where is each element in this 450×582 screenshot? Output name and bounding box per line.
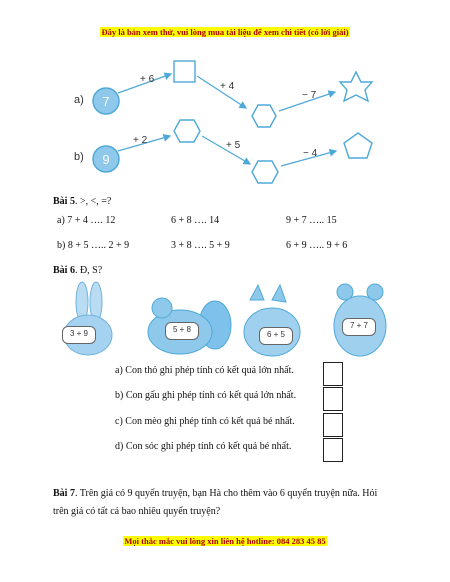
bai5-b3: 6 + 9 ….. 9 + 6 — [286, 240, 348, 251]
row-b-op-1: + 2 — [133, 135, 148, 146]
bai5-b1: b) 8 + 5 ….. 2 + 9 — [57, 240, 130, 251]
answer-box-a[interactable] — [323, 362, 343, 386]
row-a-op-1: + 6 — [140, 74, 155, 85]
bai5-a2: 6 + 8 …. 14 — [171, 215, 220, 226]
rabbit-expr-card — [62, 326, 96, 344]
row-a-op-3: − 7 — [302, 90, 317, 101]
cat-expr: 6 + 5 — [266, 330, 285, 339]
row-a-hexagon — [252, 105, 276, 127]
bai5-b2: 3 + 8 …. 5 + 9 — [171, 240, 230, 251]
bai6-statement-a: a) Con thỏ ghi phép tính có kết quả lớn nhất. — [115, 365, 294, 376]
row-a-star — [340, 72, 372, 101]
answer-box-c[interactable] — [323, 413, 343, 437]
rabbit-expr: 3 + 9 — [69, 329, 88, 338]
bai7-text-line2: trên giá có tất cả bao nhiêu quyển truyện? — [53, 506, 221, 517]
row-a-op-2: + 4 — [220, 81, 235, 92]
header-notice: Đây là bản xem thử, vui lòng mua tài liệu để xem chi tiết (có lời giải) — [101, 27, 349, 37]
row-a-start-value: 7 — [102, 94, 110, 109]
cat-image — [244, 285, 300, 356]
bear-expr-card — [342, 318, 376, 336]
squirrel-expr: 5 + 8 — [172, 325, 191, 334]
number-chain-diagram — [0, 0, 450, 200]
bear-expr: 7 + 7 — [349, 321, 368, 330]
bai5-a1: a) 7 + 4 …. 12 — [57, 215, 116, 226]
bai7-text-line1: Bài 7. Trên giá có 9 quyển truyện, bạn Hà cho thêm vào 6 quyển truyện nữa. Hỏi — [53, 488, 378, 499]
row-b-pentagon — [344, 133, 372, 158]
cat-expr-card — [259, 327, 293, 345]
row-b-op-3: − 4 — [303, 148, 318, 159]
squirrel-expr-card — [165, 322, 199, 340]
bai6-statement-d: d) Con sóc ghi phép tính có kết quả bé nhất. — [115, 441, 292, 452]
bai5-a3: 9 + 7 ….. 15 — [286, 215, 337, 226]
row-b-hexagon-1 — [174, 120, 200, 142]
rabbit-image — [64, 282, 112, 355]
footer-notice: Mọi thắc mắc vui lòng xin liên hệ hotline: 084 283 45 85 — [124, 536, 326, 546]
bai6-statement-b: b) Con gấu ghi phép tính có kết quả lớn nhất. — [115, 390, 297, 401]
row-b-op-2: + 5 — [226, 140, 241, 151]
answer-box-d[interactable] — [323, 438, 343, 462]
row-a-label: a) — [74, 94, 84, 106]
row-b-start-value: 9 — [102, 152, 110, 167]
row-b-label: b) — [74, 151, 84, 163]
bai6-heading: Bài 6. Đ, S? — [53, 265, 103, 276]
bai6-statement-c: c) Con mèo ghi phép tính có kết quả bé nhất. — [115, 416, 295, 427]
row-a-square — [174, 61, 195, 82]
answer-box-b[interactable] — [323, 387, 343, 411]
row-b-hexagon-2 — [252, 161, 278, 183]
bai5-heading: Bài 5. >, <, =? — [53, 196, 112, 207]
